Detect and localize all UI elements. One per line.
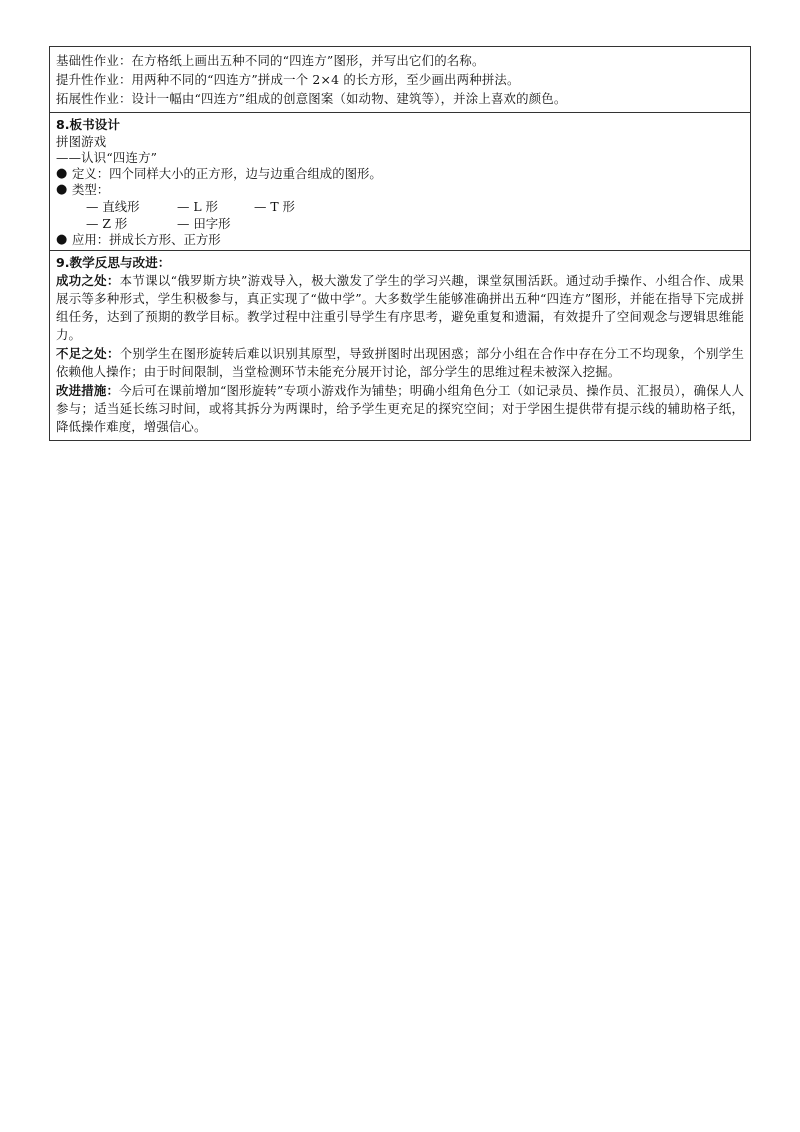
types-row bbox=[56, 198, 744, 215]
board-design-title: 8.板书设计 bbox=[56, 117, 120, 132]
extension-homework: 拓展性作业：设计一幅由“四连方”组成的创意图案（如动物、建筑等），并涂上喜欢的颜色。 bbox=[56, 91, 567, 106]
basic-homework: 基础性作业：在方格纸上画出五种不同的“四连方”图形，并写出它们的名称。 bbox=[56, 53, 485, 68]
types-row bbox=[56, 215, 744, 232]
bullet-icon: ● bbox=[56, 232, 68, 247]
improve-text: 今后可在课前增加“图形旋转”专项小游戏作为铺垫；明确小组角色分工（如记录员、操作员、汇报员），确保人人参与；适当延长练习时间，或将其拆分为两课时，给予学生更充足的探究空间；对于学困生提供带有提示线的辅助格子纸，降低操作难度，增强信心。 bbox=[56, 383, 745, 434]
success-paragraph bbox=[56, 272, 744, 344]
shortfall-text: 个别学生在图形旋转后难以识别其原型，导致拼图时出现困惑；部分小组在合作中存在分工不均现象，个别学生依赖他人操作；由于时间限制，当堂检测环节未能充分展开讨论，部分学生的思维过程未被深入挖掘。 bbox=[56, 346, 745, 379]
homework-cell bbox=[50, 47, 750, 112]
shortfall-paragraph bbox=[56, 345, 744, 381]
type-straight: — 直线形 bbox=[86, 199, 140, 214]
bullet-icon: ● bbox=[56, 166, 68, 181]
definition-text: 定义：四个同样大小的正方形，边与边重合组成的图形。 bbox=[72, 166, 382, 181]
types-label: 类型： bbox=[72, 182, 110, 197]
improve-paragraph bbox=[56, 382, 744, 436]
application-text: 应用：拼成长方形、正方形 bbox=[72, 232, 221, 247]
board-line-subtitle: ——认识“四连方” bbox=[56, 150, 158, 165]
reflection-cell bbox=[50, 250, 750, 440]
definition-item bbox=[56, 166, 744, 182]
reflection-title: 9.教学反思与改进： bbox=[56, 255, 171, 270]
shortfall-label: 不足之处： bbox=[56, 346, 120, 361]
board-design-cell bbox=[50, 112, 750, 250]
type-t: — T 形 bbox=[254, 199, 295, 214]
advanced-homework: 提升性作业：用两种不同的“四连方”拼成一个 2×4 的长方形，至少画出两种拼法。 bbox=[56, 72, 520, 87]
success-text: 本节课以“俄罗斯方块”游戏导入，极大激发了学生的学习兴趣，课堂氛围活跃。通过动手操作、小组合作、成果展示等多种形式，学生积极参与，真正实现了“做中学”。大多数学生能够准确拼出五种“四连方”图形，并能在指导下完成拼组任务，达到了预期的教学目标。教学过程中注重引导学生有序思考，避免重复和遗漏，有效提升了空间观念与逻辑思维能力。 bbox=[56, 273, 745, 342]
types-item bbox=[56, 182, 744, 198]
bullet-icon: ● bbox=[56, 182, 68, 197]
type-l: — L 形 bbox=[177, 199, 218, 214]
type-z: — Z 形 bbox=[86, 216, 128, 231]
lesson-plan-table bbox=[49, 46, 751, 441]
type-square: — 田字形 bbox=[177, 216, 231, 231]
success-label: 成功之处： bbox=[56, 273, 120, 288]
improve-label: 改进措施： bbox=[56, 383, 120, 398]
application-item bbox=[56, 232, 744, 248]
board-line-title: 拼图游戏 bbox=[56, 134, 107, 149]
